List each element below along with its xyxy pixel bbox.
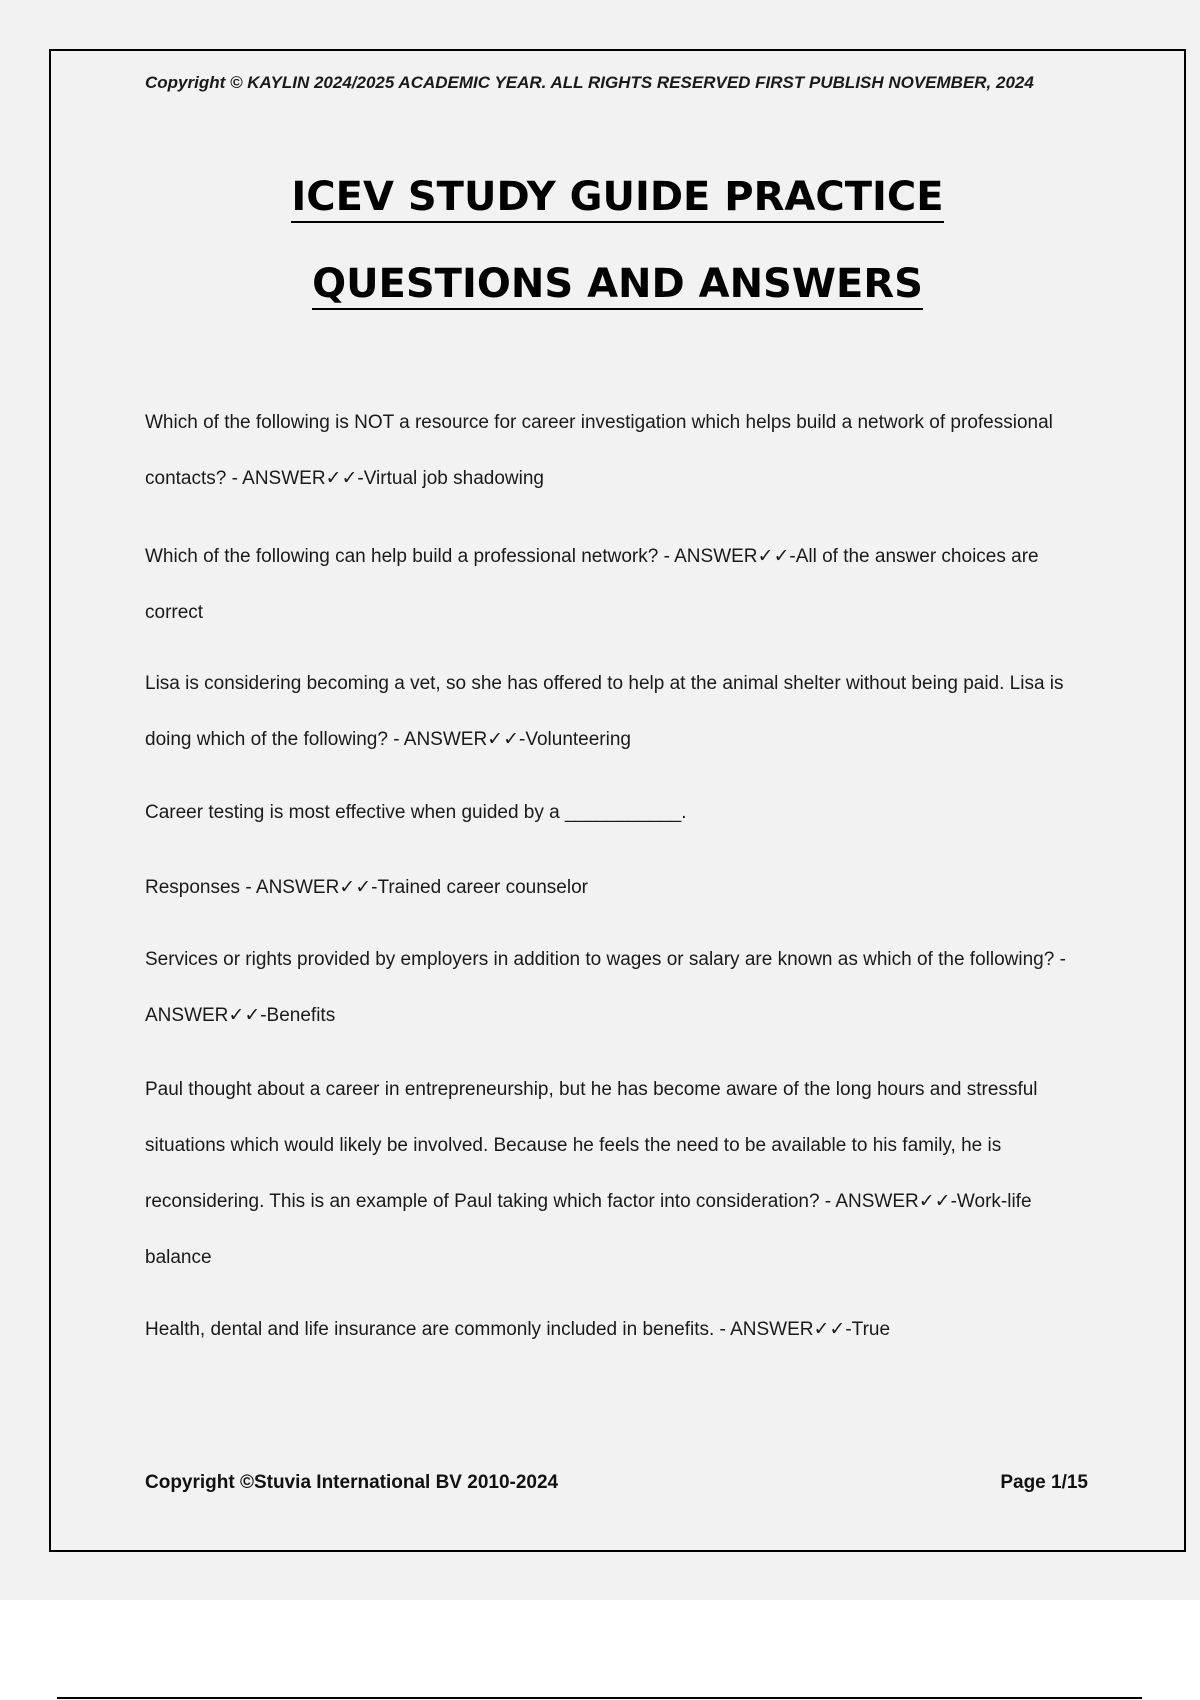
footer-copyright: Copyright ©Stuvia International BV 2010-2024 <box>145 1472 559 1493</box>
qa-item-4: Career testing is most effective when guided by a ___________. <box>145 802 687 823</box>
qa-item-7: Paul thought about a career in entrepreneurship, but he has become aware of the long hours and stressful situations which would likely be involved. Because he feels the need to be available to his family, he is reconsidering. This is an example of Paul taking which factor into consideration? - ANSWER✓✓-Work-life balance <box>145 1079 1038 1268</box>
qa-item-3: Lisa is considering becoming a vet, so she has offered to help at the animal shelter without being paid. Lisa is doing which of the following? - ANSWER✓✓-Volunteering <box>145 673 1064 750</box>
document-title-line-2 <box>0 261 1200 307</box>
page-number: Page 1/15 <box>1000 1472 1088 1493</box>
header-copyright: Copyright © KAYLIN 2024/2025 ACADEMIC YEAR. ALL RIGHTS RESERVED FIRST PUBLISH NOVEMBER, 2024 <box>145 73 1034 92</box>
qa-item-8: Health, dental and life insurance are commonly included in benefits. - ANSWER✓✓-True <box>145 1319 891 1340</box>
qa-item-2: Which of the following can help build a professional network? - ANSWER✓✓-All of the answer choices are correct <box>145 546 1039 623</box>
title-text-2: QUESTIONS AND ANSWERS <box>312 261 923 310</box>
qa-item-6: Services or rights provided by employers in addition to wages or salary are known as which of the following? - ANSWER✓✓-Benefits <box>145 949 1066 1026</box>
title-text-1: ICEV STUDY GUIDE PRACTICE <box>291 174 943 223</box>
document-title-line-1 <box>0 174 1200 220</box>
qa-item-1: Which of the following is NOT a resource for career investigation which helps build a network of professional contacts? - ANSWER✓✓-Virtual job shadowing <box>145 412 1053 489</box>
qa-item-5: Responses - ANSWER✓✓-Trained career counselor <box>145 877 588 898</box>
next-page-rule <box>57 1697 1142 1699</box>
